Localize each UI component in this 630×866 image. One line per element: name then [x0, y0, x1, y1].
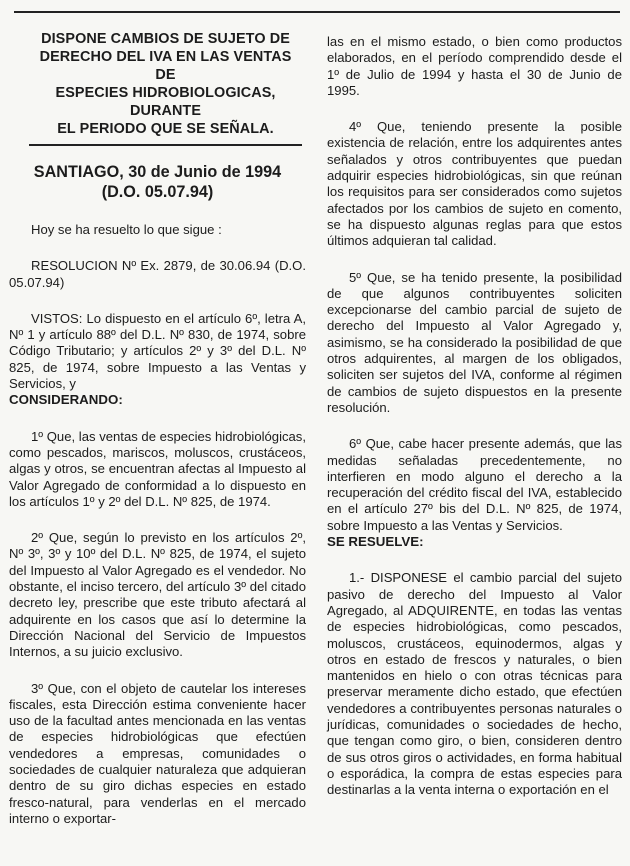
title-line: DERECHO DEL IVA EN LAS VENTAS DE — [39, 49, 292, 83]
considerando-1: 1º Que, las ventas de especies hidrobiológicas, como pescados, mariscos, moluscos, crustáceos, algas y otros, se encuentran afectas al Impuesto al Valor Agregado de conformidad a lo dispuesto en los artículos 1º y 2º del D.L. Nº 825, de 1974. — [9, 428, 306, 509]
resolution-number: RESOLUCION Nº Ex. 2879, de 30.06.94 (D.O. 05.07.94) — [9, 258, 306, 290]
dateline — [9, 162, 306, 202]
considerando-2: 2º Que, según lo previsto en los artículos 2º, Nº 3º, 3º y 10º del D.L. Nº 825, de 1974, el sujeto del Impuesto al Valor Agregado es el vendedor. No obstante, el inciso tercero, del artículo 3º del citado decreto ley, prescribe que este tributo afectará al adquirente en los casos que así lo determine la Dirección Nacional del Servicio de Impuestos Internos, a su juicio exclusivo. — [9, 530, 306, 660]
resuelve-1: 1.- DISPONESE el cambio parcial del sujeto pasivo de derecho del Impuesto al Valor Agregado, al ADQUIRENTE, en todas las ventas de especies hidrobiológicas, como pescados, moluscos, crustáceos, equinodermos, algas y otros en estado de frescos y naturales, o bien mantenidos en hielo o con otras técnicas para preservar meramente dicho estado, que efectúen vendedores a contribuyentes personas naturales o jurídicas, comunidades o sociedades de hecho, que tengan como giro, o bien, consideren dentro de sus otros giros o actividades, en forma habitual o esporádica, la compra de estas especies para destinarlas a la venta interna o exportación en el — [327, 570, 622, 798]
left-column — [9, 0, 306, 827]
considerando-6: 6º Que, cabe hacer presente además, que las medidas señaladas precedentemente, no interfieren en modo alguno el derecho a la recuperación del crédito fiscal del IVA, establecido en el artículo 27º bis del D.L. Nº 825, de 1974, sobre Impuesto a las Ventas y Servicios. — [327, 436, 622, 533]
dateline-place-date: SANTIAGO, 30 de Junio de 1994 — [33, 163, 282, 181]
considerando-5: 5º Que, se ha tenido presente, la posibilidad de que algunos contribuyentes soliciten excepcionarse del cambio parcial de sujeto de derecho del Impuesto al Valor Agregado y, asimismo, se ha considerado la posibilidad de que otros adquirentes, al margen de los obligados, soliciten ser sujetos del IVA, conforme al régimen de cambios de sujeto dispuestos en la presente resolución. — [327, 269, 622, 415]
vistos-paragraph: VISTOS: Lo dispuesto en el artículo 6º, letra A, Nº 1 y artículo 88º del D.L. Nº 830, de 1974, sobre Código Tributario; y artículos 2º y 3º del D.L. Nº 825, de 1974, sobre Impuesto a las Ventas y Servicios, y — [9, 310, 306, 392]
title-line: EL PERIODO QUE SE SEÑALA. — [57, 121, 274, 137]
title-block — [29, 30, 302, 146]
resuelve-heading: SE RESUELVE: — [327, 534, 424, 550]
considerando-3: 3º Que, con el objeto de cautelar los intereses fiscales, esta Dirección estima conveniente hacer uso de la facultad antes mencionada en las ventas de especies hidrobiológicas que efectúen vendedores a empresas, comunidades o sociedades de cualquier naturaleza que adquieran dentro de su giro dichas especies en estado fresco-natural, para venderlas en el mercado interno o exportar- — [9, 680, 306, 826]
title-line: DISPONE CAMBIOS DE SUJETO DE — [41, 31, 290, 47]
title-line: ESPECIES HIDROBIOLOGICAS, DURANTE — [55, 85, 276, 119]
considerando-heading: CONSIDERANDO: — [9, 392, 123, 408]
considerando-3-continued: las en el mismo estado, o bien como productos elaborados, en el período comprendido desde el 1º de Julio de 1994 y hasta el 30 de Junio de 1995. — [327, 34, 622, 98]
considerando-4: 4º Que, teniendo presente la posible existencia de relación, entre los adquirentes antes señalados y otros contribuyentes que puedan adquirir especies hidrobiológicas, sin que reúnan los requisitos para ser considerados como sujetos afectados por los cambios de sujeto en comento, se ha dispuesto algunas reglas para que estos últimos adquieran tal calidad. — [327, 119, 622, 249]
right-column — [327, 0, 622, 798]
dateline-diario-oficial: (D.O. 05.07.94) — [101, 183, 214, 201]
document-title — [29, 30, 302, 138]
intro-paragraph: Hoy se ha resuelto lo que sigue : — [31, 222, 222, 237]
